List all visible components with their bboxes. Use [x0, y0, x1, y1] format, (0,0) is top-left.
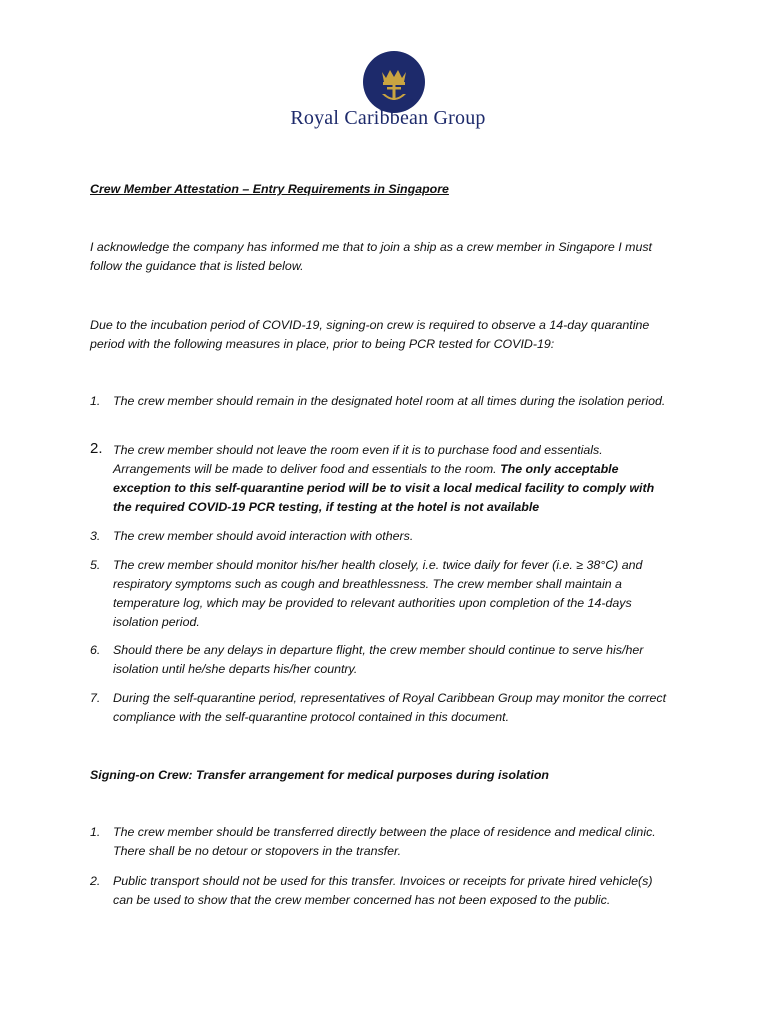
registered-mark: ® [410, 98, 414, 104]
list-item-text: The crew member should be transferred directly between the place of residence and medical clinic. There shall be no detour or stopovers in the transfer. [113, 825, 656, 858]
list-item-text: The crew member should monitor his/her health closely, i.e. twice daily for fever (i.e. ≥ 38°C) and respiratory symptoms such as cough and breathlessness. The crew member shall maintain a temperature log, which may be provided to relevant authorities upon completion of the 14-days isolation period. [113, 558, 643, 629]
list-item-number: 2. [90, 440, 103, 457]
list-item-number: 3. [90, 529, 101, 543]
list-item [90, 689, 675, 727]
list-item-text: Should there be any delays in departure flight, the crew member should continue to serve his/her isolation until he/she departs his/her country. [113, 643, 644, 676]
list-item-text: During the self-quarantine period, representatives of Royal Caribbean Group may monitor the correct compliance with the self-quarantine protocol contained in this document. [113, 691, 667, 724]
list-item-number: 7. [90, 691, 101, 705]
list-item-number: 5. [90, 558, 101, 572]
list-item-text: The crew member should not leave the room even if it is to purchase food and essentials. Arrangements will be made to deliver food and essentials to the room. [113, 443, 603, 476]
list-item [90, 872, 675, 910]
list-item [90, 823, 675, 861]
list-item [90, 441, 675, 517]
list-item-number: 1. [90, 825, 101, 839]
transfer-heading: Signing-on Crew: Transfer arrangement for medical purposes during isolation [90, 768, 549, 782]
list-item-number: 1. [90, 394, 101, 408]
list-item-number: 2. [90, 874, 101, 888]
list-item [90, 527, 675, 546]
list-item-text: Public transport should not be used for this transfer. Invoices or receipts for private hired vehicle(s) can be used to show that the crew member concerned has not been exposed to the public. [113, 874, 653, 907]
intro-paragraph: I acknowledge the company has informed me that to join a ship as a crew member in Singapore I must follow the guidance that is listed below. [90, 240, 652, 273]
crown-anchor-icon [362, 50, 426, 114]
document-title: Crew Member Attestation – Entry Requirements in Singapore [90, 182, 449, 196]
list-item [90, 556, 675, 632]
brand-name: Royal Caribbean Group [290, 107, 486, 129]
quarantine-intro-paragraph: Due to the incubation period of COVID-19, signing-on crew is required to observe a 14-day quarantine period with the following measures in place, prior to being PCR tested for COVID-19: [90, 318, 650, 351]
list-item-text: The crew member should avoid interaction with others. [113, 529, 414, 543]
list-item-bold-text: The only acceptable exception to this self-quarantine period will be to visit a local medical facility to comply with the required COVID-19 PCR testing, if testing at the hotel is not available [113, 462, 655, 514]
list-item-text: The crew member should remain in the designated hotel room at all times during the isolation period. [113, 394, 666, 408]
list-item [90, 641, 675, 679]
list-item-number: 6. [90, 643, 101, 657]
list-item [90, 392, 675, 411]
